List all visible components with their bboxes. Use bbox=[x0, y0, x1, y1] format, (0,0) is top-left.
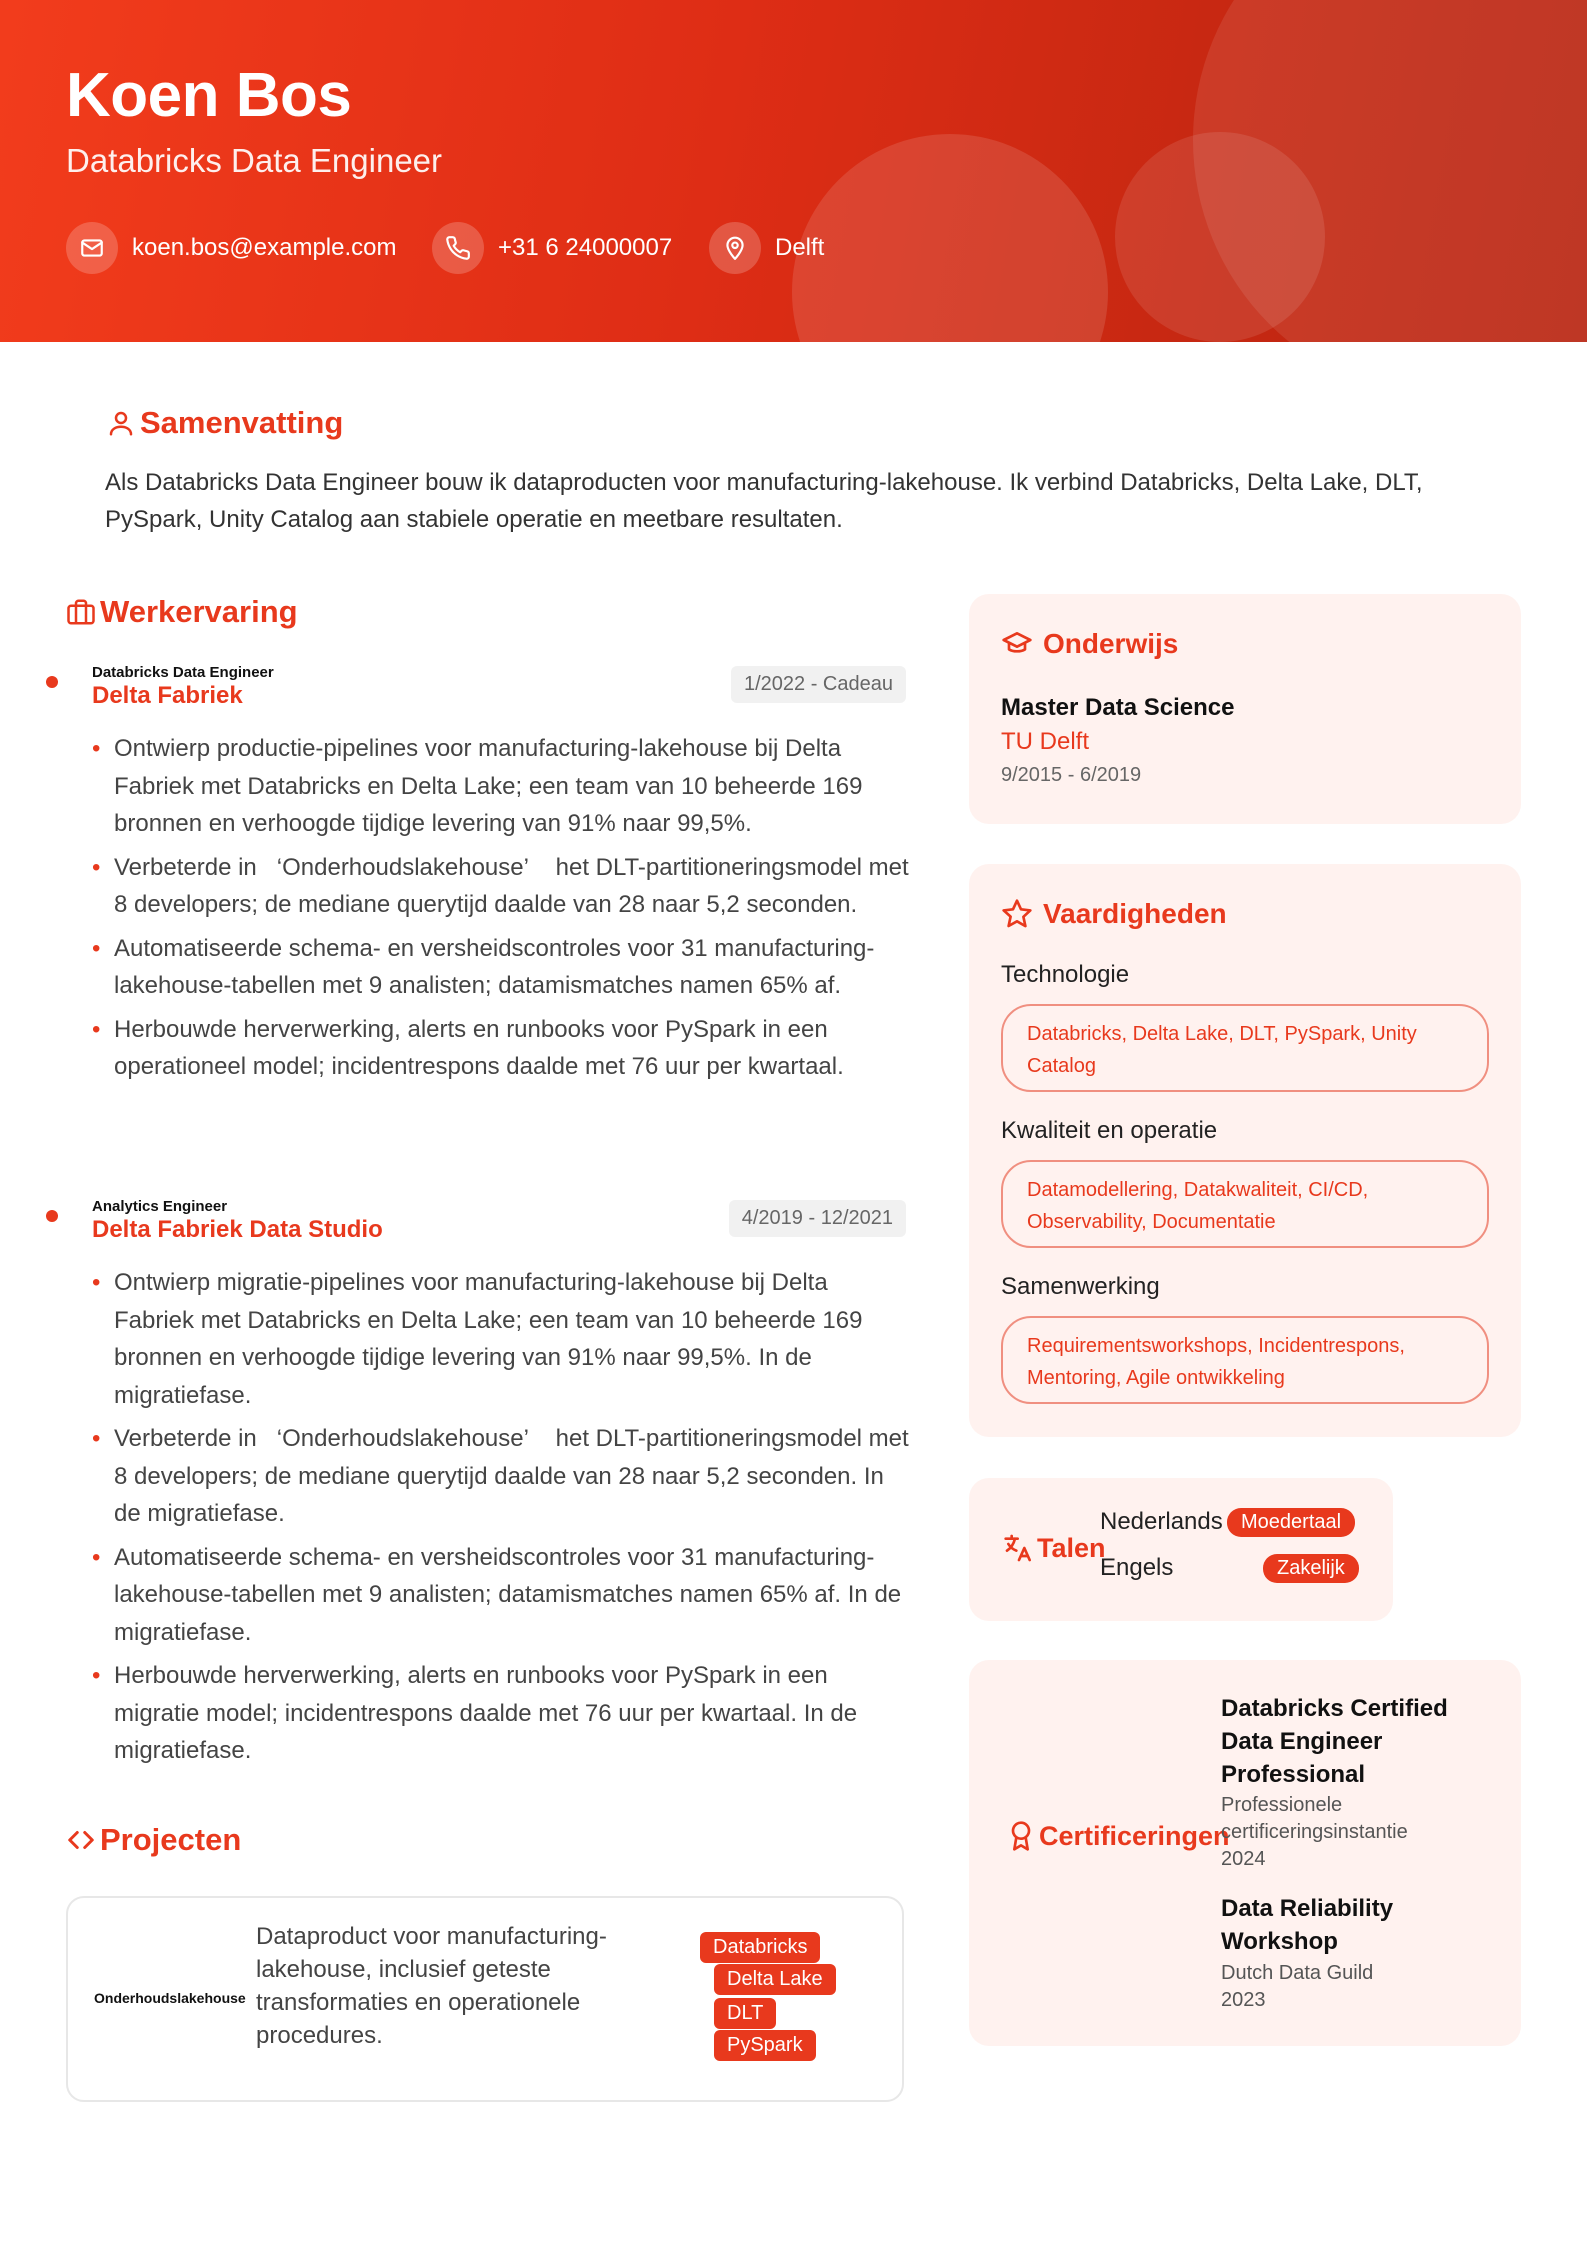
header-banner bbox=[0, 0, 1587, 342]
job-role: Analytics Engineer bbox=[92, 1198, 228, 1215]
certification-name: Data Reliability Workshop bbox=[1221, 1895, 1394, 1955]
star-icon bbox=[1001, 898, 1033, 930]
project-description: Dataproduct voor manufacturing-lakehouse, inclusief geteste transformaties en operationele procedures. bbox=[256, 1923, 607, 2049]
job-entry bbox=[46, 1198, 909, 1778]
job-role: Databricks Data Engineer bbox=[92, 664, 274, 681]
skill-items: Requirementsworkshops, Incidentrespons, Mentoring, Agile ontwikkeling bbox=[1001, 1316, 1489, 1404]
timeline-dot bbox=[46, 1210, 58, 1222]
contact-email[interactable] bbox=[66, 222, 397, 274]
briefcase-icon bbox=[66, 597, 96, 627]
job-bullets bbox=[92, 730, 912, 1092]
education-card bbox=[969, 594, 1521, 824]
certification-issuer: Professionele certificeringsinstantie bbox=[1221, 1794, 1408, 1843]
candidate-title: Databricks Data Engineer bbox=[66, 142, 443, 179]
certification-year: 2023 bbox=[1221, 1989, 1266, 2011]
certifications-card bbox=[969, 1660, 1521, 2046]
job-bullet: • Herbouwde herverwerking, alerts en runbooks voor PySpark in een operationeel model; incidentrespons daalde met 76 uur per kwartaal. bbox=[92, 1011, 912, 1086]
education-heading: Onderwijs bbox=[1001, 628, 1178, 660]
job-bullet: • Verbeterde in ‘Onderhoudslakehouse’ het DLT-partitioneringsmodel met 8 developers; de mediane querytijd daalde van 28 naar 5,2 seconden. In de migratiefase. bbox=[92, 1420, 912, 1533]
job-bullet: • Automatiseerde schema- en versheidscontroles voor 31 manufacturing-lakehouse-tabellen met 9 analisten; datamismatches namen 65% af. In de migratiefase. bbox=[92, 1539, 912, 1652]
timeline-dot bbox=[46, 676, 58, 688]
decorative-circle bbox=[792, 134, 1108, 342]
job-entry bbox=[46, 664, 909, 1164]
language-level: Moedertaal bbox=[1227, 1508, 1355, 1537]
location-pin-icon bbox=[709, 222, 761, 274]
email-text[interactable]: koen.bos@example.com bbox=[132, 234, 397, 261]
education-dates: 9/2015 - 6/2019 bbox=[1001, 764, 1142, 786]
summary-heading: Samenvatting bbox=[106, 405, 343, 441]
award-icon bbox=[1005, 1820, 1037, 1852]
job-dates: 4/2019 - 12/2021 bbox=[729, 1200, 906, 1237]
mail-icon bbox=[66, 222, 118, 274]
code-icon bbox=[66, 1825, 96, 1855]
project-name: Onderhoudslakehouse bbox=[94, 1990, 246, 2006]
skill-category: Kwaliteit en operatie bbox=[1001, 1117, 1218, 1144]
education-school: TU Delft bbox=[1001, 728, 1090, 755]
language-level: Zakelijk bbox=[1263, 1554, 1359, 1583]
job-bullets bbox=[92, 1264, 912, 1776]
job-bullet: • Ontwierp migratie-pipelines voor manufacturing-lakehouse bij Delta Fabriek met Databricks en Delta Lake; een team van 10 beheerde 169 bronnen en verhoogde tijdige levering van 91% naar 99,5%. In de migratiefase. bbox=[92, 1264, 912, 1414]
phone-text[interactable]: +31 6 24000007 bbox=[498, 234, 673, 261]
contact-phone[interactable] bbox=[432, 222, 672, 274]
job-company: Delta Fabriek Data Studio bbox=[92, 1216, 383, 1243]
certification-issuer: Dutch Data Guild bbox=[1221, 1962, 1374, 1984]
job-dates: 1/2022 - Cadeau bbox=[731, 666, 906, 703]
job-bullet: • Ontwierp productie-pipelines voor manufacturing-lakehouse bij Delta Fabriek met Databricks en Delta Lake; een team van 10 beheerde 169 bronnen en verhoogde tijdige levering van 91% naar 99,5%. bbox=[92, 730, 912, 843]
job-company: Delta Fabriek bbox=[92, 682, 243, 709]
summary-text: Als Databricks Data Engineer bouw ik dataproducten voor manufacturing-lakehouse. Ik verbind Databricks, Delta Lake, DLT, PySpark, Unity Catalog aan stabiele operatie en meetbare resultaten. bbox=[105, 469, 1423, 533]
project-tag: Databricks bbox=[700, 1932, 820, 1963]
skills-card bbox=[969, 864, 1521, 1437]
projects-heading: Projecten bbox=[66, 1822, 241, 1858]
project-tag: Delta Lake bbox=[714, 1964, 836, 1995]
experience-heading: Werkervaring bbox=[66, 594, 298, 630]
language-name: Engels bbox=[1100, 1554, 1174, 1581]
project-tag: PySpark bbox=[714, 2030, 816, 2061]
skill-category: Samenwerking bbox=[1001, 1273, 1160, 1300]
education-degree: Master Data Science bbox=[1001, 694, 1235, 721]
certification-name: Databricks Certified Data Engineer Professional bbox=[1221, 1695, 1448, 1788]
certification-year: 2024 bbox=[1221, 1848, 1266, 1870]
location-text: Delft bbox=[775, 234, 825, 261]
phone-icon bbox=[432, 222, 484, 274]
skill-category: Technologie bbox=[1001, 961, 1130, 988]
user-icon bbox=[106, 408, 136, 438]
contact-location bbox=[709, 222, 824, 274]
translate-icon bbox=[1003, 1532, 1035, 1564]
languages-heading: Talen bbox=[1003, 1532, 1106, 1564]
candidate-name: Koen Bos bbox=[66, 61, 352, 130]
project-card bbox=[66, 1896, 904, 2102]
skill-items: Databricks, Delta Lake, DLT, PySpark, Unity Catalog bbox=[1001, 1004, 1489, 1092]
job-bullet: • Herbouwde herverwerking, alerts en runbooks voor PySpark in een migratie model; incidentrespons daalde met 76 uur per kwartaal. In de migratiefase. bbox=[92, 1657, 912, 1770]
skills-heading: Vaardigheden bbox=[1001, 898, 1227, 930]
languages-card bbox=[969, 1478, 1393, 1621]
certifications-heading: Certificeringen bbox=[1005, 1820, 1230, 1852]
decorative-circle bbox=[1193, 0, 1587, 342]
skill-items: Datamodellering, Datakwaliteit, CI/CD, Observability, Documentatie bbox=[1001, 1160, 1489, 1248]
job-bullet: • Verbeterde in ‘Onderhoudslakehouse’ het DLT-partitioneringsmodel met 8 developers; de mediane querytijd daalde van 28 naar 5,2 seconden. bbox=[92, 849, 912, 924]
project-tag: DLT bbox=[714, 1998, 776, 2029]
job-bullet: • Automatiseerde schema- en versheidscontroles voor 31 manufacturing-lakehouse-tabellen met 9 analisten; datamismatches namen 65% af. bbox=[92, 930, 912, 1005]
language-name: Nederlands bbox=[1100, 1508, 1223, 1535]
graduation-cap-icon bbox=[1001, 628, 1033, 660]
